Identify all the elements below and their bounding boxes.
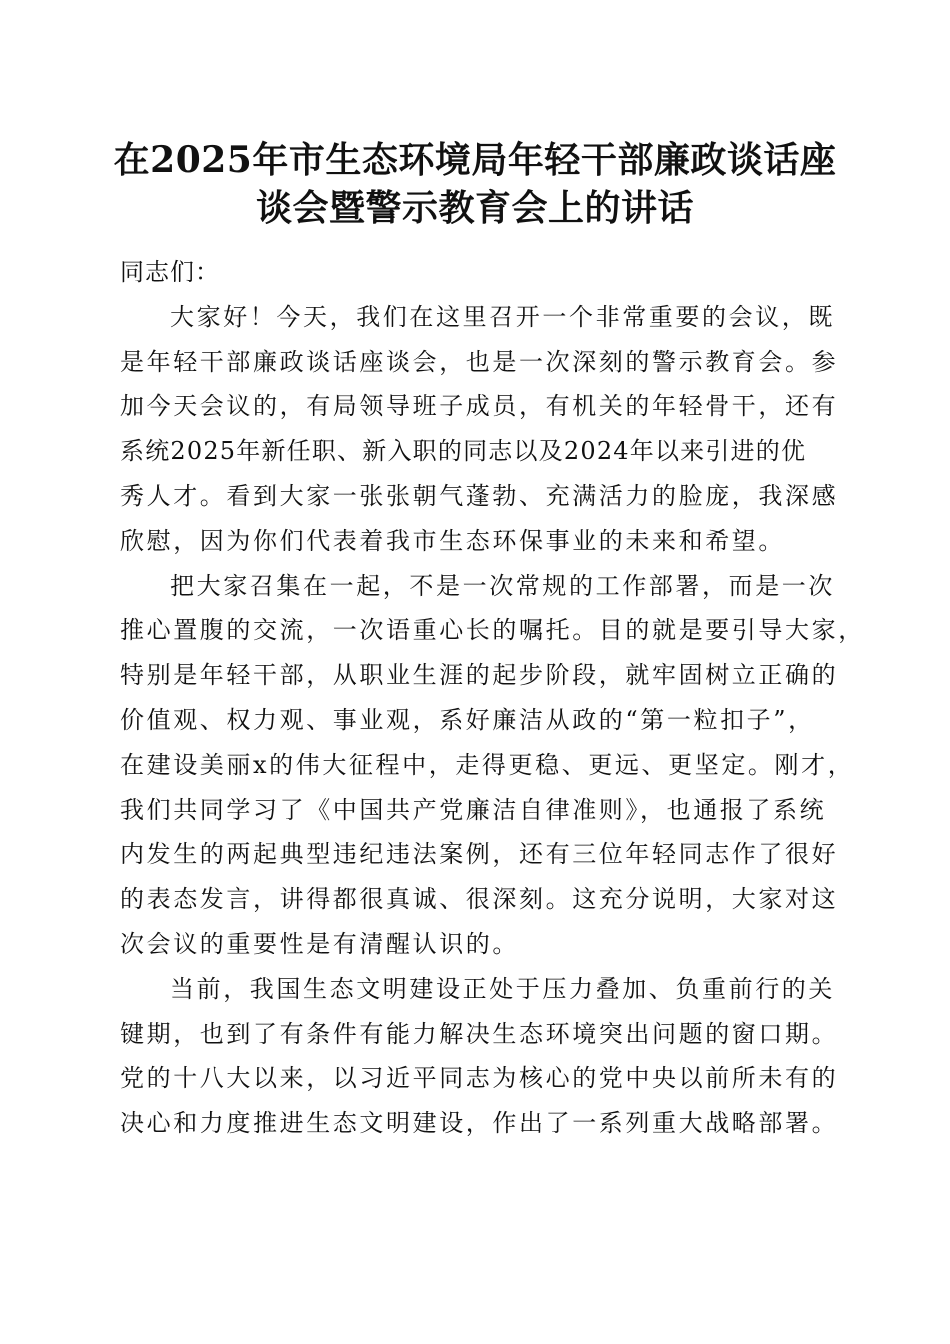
paragraph-line: 把大家召集在一起，不是一次常规的工作部署，而是一次 <box>170 571 835 600</box>
paragraph-line: 价值观、权力观、事业观，系好廉洁从政的“第一粒扣子”， <box>120 705 815 734</box>
paragraph-line: 我们共同学习了《中国共产党廉洁自律准则》，也通报了系统 <box>120 795 827 824</box>
paragraph-line: 当前，我国生态文明建设正处于压力叠加、负重前行的关 <box>170 974 835 1003</box>
paragraph-line: 秀人才。看到大家一张张朝气蓬勃、充满活力的脸庞，我深感 <box>120 481 839 510</box>
paragraph-line: 是年轻干部廉政谈话座谈会，也是一次深刻的警示教育会。参 <box>120 347 839 376</box>
paragraph <box>120 295 839 564</box>
title-line: 在2025年市生态环境局年轻干部廉政谈话座 <box>113 139 837 181</box>
paragraph-line: 特别是年轻干部，从职业生涯的起步阶段，就牢固树立正确的 <box>120 661 839 690</box>
paragraph <box>120 967 839 1146</box>
title-line: 谈会暨警示教育会上的讲话 <box>255 187 694 229</box>
paragraph-line: 在建设美丽x的伟大征程中，走得更稳、更远、更坚定。刚才， <box>120 750 855 779</box>
paragraph-line: 的表态发言，讲得都很真诚、很深刻。这充分说明，大家对这 <box>120 885 839 914</box>
paragraph-line: 键期，也到了有条件有能力解决生态环境突出问题的窗口期。 <box>120 1019 839 1048</box>
document-body <box>120 250 865 1146</box>
paragraph-line: 内发生的两起典型违纪违法案例，还有三位年轻同志作了很好 <box>120 840 839 869</box>
paragraph-line: 次会议的重要性是有清醒认识的。 <box>120 929 519 958</box>
paragraph-line: 系统2025年新任职、新入职的同志以及2024年以来引进的优 <box>120 437 807 466</box>
paragraph-line: 推心置腹的交流，一次语重心长的嘱托。目的就是要引导大家， <box>120 616 865 645</box>
document-title <box>100 136 850 232</box>
paragraph-line: 欣慰，因为你们代表着我市生态环保事业的未来和希望。 <box>120 526 785 555</box>
paragraph-line: 加今天会议的，有局领导班子成员，有机关的年轻骨干，还有 <box>120 392 839 421</box>
paragraph-line: 党的十八大以来，以习近平同志为核心的党中央以前所未有的 <box>120 1064 839 1093</box>
paragraph-line: 决心和力度推进生态文明建设，作出了一系列重大战略部署。 <box>120 1109 839 1138</box>
paragraph-line: 大家好！今天，我们在这里召开一个非常重要的会议，既 <box>170 302 835 331</box>
paragraph <box>120 564 865 967</box>
salutation: 同志们： <box>120 258 220 286</box>
